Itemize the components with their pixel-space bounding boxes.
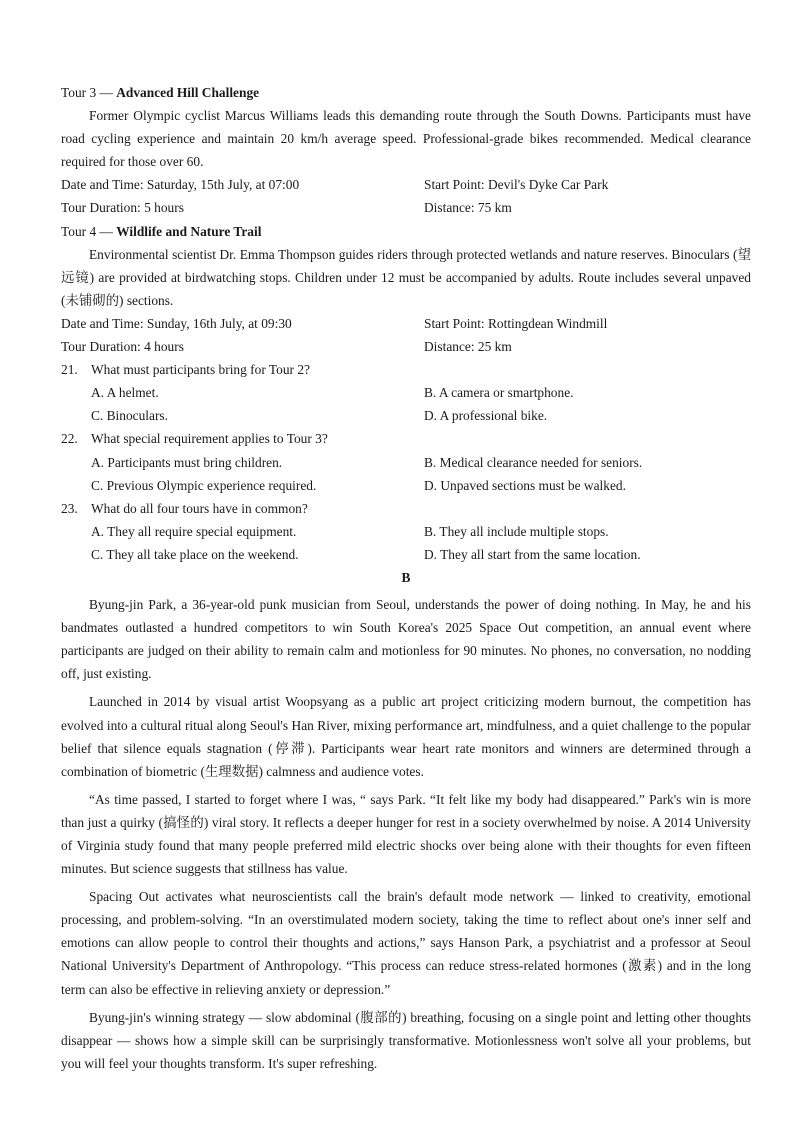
tour4-description: Environmental scientist Dr. Emma Thompson guides riders through protected wetlands and nature reserves. Binoculars (望远镜) are provided at birdwatching stops. Children under 12 must be accompanied by adults. Route includes several unpaved (未铺砌的) sections. <box>61 246 751 308</box>
option-b: B. A camera or smartphone. <box>424 385 574 401</box>
question-23-options-cd <box>61 543 751 566</box>
question-22-options-cd <box>61 474 751 497</box>
tour3-duration: Tour Duration: 5 hours <box>61 200 184 216</box>
option-a: A. They all require special equipment. <box>91 523 297 539</box>
tour4-start-point: Start Point: Rottingdean Windmill <box>424 315 608 331</box>
section-b-paragraph: Byung-jin Park, a 36-year-old punk musician from Seoul, understands the power of doing nothing. In May, he and his bandmates outlasted a hundred competitors to win South Korea's 2025 Space Out competition, an annual event where participants are judged on their ability to remain calm and motionless for 90 minutes. No phones, no conversation, no nodding off, just existing. <box>61 597 751 682</box>
tour3-distance: Distance: 75 km <box>424 200 512 216</box>
question-number: 22. <box>61 431 78 447</box>
option-b: B. They all include multiple stops. <box>424 523 609 539</box>
tour3-label: Tour 3 <box>61 85 97 100</box>
option-d: D. A professional bike. <box>424 408 548 424</box>
option-b: B. Medical clearance needed for seniors. <box>424 454 643 470</box>
question-text: What must participants bring for Tour 2? <box>91 362 310 378</box>
tour3-description: Former Olympic cyclist Marcus Williams leads this demanding route through the South Downs. Participants must have road cycling experience and maintain 20 km/h average speed. Professional-grade bikes recommended. Medical clearance required for those over 60. <box>61 108 751 170</box>
section-b-heading: B <box>401 569 411 585</box>
tour4-info-row-2 <box>61 335 751 358</box>
tour4-title: Wildlife and Nature Trail <box>116 223 262 239</box>
question-text: What do all four tours have in common? <box>91 500 308 516</box>
tour4-distance: Distance: 25 km <box>424 339 512 355</box>
question-number: 23. <box>61 500 78 516</box>
exam-page <box>61 81 751 1080</box>
section-b-paragraph: Byung-jin's winning strategy — slow abdominal (腹部的) breathing, focusing on a single point and letting other thoughts disappear — shows how a simple skill can be surprisingly transformative. Motionlessness won't solve all your problems, but you will feel your thoughts transform. It's super refreshing. <box>61 1009 751 1071</box>
option-c: C. They all take place on the weekend. <box>91 546 299 562</box>
question-number: 21. <box>61 362 78 378</box>
option-d: D. Unpaved sections must be walked. <box>424 477 626 493</box>
tour3-info-row-2 <box>61 196 751 219</box>
tour3-date-time: Date and Time: Saturday, 15th July, at 07:00 <box>61 177 300 193</box>
question-23-options-ab <box>61 520 751 543</box>
question-22-options-ab <box>61 451 751 474</box>
tour4-dash: — <box>96 223 117 239</box>
tour3-info-row-1 <box>61 173 751 196</box>
question-text: What special requirement applies to Tour 3? <box>91 431 328 447</box>
tour4-date-time: Date and Time: Sunday, 16th July, at 09:30 <box>61 315 292 331</box>
question-21-options-cd <box>61 404 751 427</box>
section-b-paragraph: “As time passed, I started to forget where I was, “ says Park. “It felt like my body had disappeared.” Park's win is more than just a quirky (搞怪的) viral story. It reflects a deeper hunger for rest in a society overwhelmed by noise. A 2014 University of Virginia study found that many people preferred mild electric shocks over being alone with their thoughts for even fifteen minutes. But science suggests that stillness has value. <box>61 791 751 877</box>
tour4-info-row-1 <box>61 312 751 335</box>
tour3-dash: — <box>96 85 117 100</box>
option-d: D. They all start from the same location. <box>424 546 641 562</box>
tour3-title: Advanced Hill Challenge <box>116 85 260 100</box>
option-a: A. A helmet. <box>91 385 159 401</box>
option-a: A. Participants must bring children. <box>91 454 283 470</box>
tour4-duration: Tour Duration: 4 hours <box>61 339 184 355</box>
question-21-options-ab <box>61 381 751 404</box>
option-c: C. Binoculars. <box>91 408 168 424</box>
tour4-label: Tour 4 <box>61 223 97 239</box>
tour3-start-point: Start Point: Devil's Dyke Car Park <box>424 177 609 193</box>
tour4-heading <box>61 220 751 243</box>
option-c: C. Previous Olympic experience required. <box>91 477 317 493</box>
question-22 <box>61 427 751 450</box>
question-23 <box>61 497 751 520</box>
question-21 <box>61 358 751 381</box>
section-b-paragraph: Launched in 2014 by visual artist Woopsyang as a public art project criticizing modern burnout, the competition has evolved into a cultural ritual along Seoul's Han River, mixing performance art, mindfulness, and a quiet challenge to the popular belief that silence equals stagnation (停滞). Participants wear heart rate monitors and winners are determined through a combination of biometric (生理数据) calmness and audience votes. <box>61 694 751 779</box>
section-b-paragraph: Spacing Out activates what neuroscientists call the brain's default mode network — linked to creativity, emotional processing, and problem-solving. “In an overstimulated modern society, taking the time to reflect about one's inner self and emotions can allow people to control their thoughts and actions,” says Hanson Park, a psychiatrist and a professor at Seoul National University's Department of Anthropology. “This process can reduce stress-related hormones (激素) and in the long term can also be effective in relieving anxiety or depression.” <box>61 889 751 997</box>
tour3-heading <box>61 81 751 104</box>
